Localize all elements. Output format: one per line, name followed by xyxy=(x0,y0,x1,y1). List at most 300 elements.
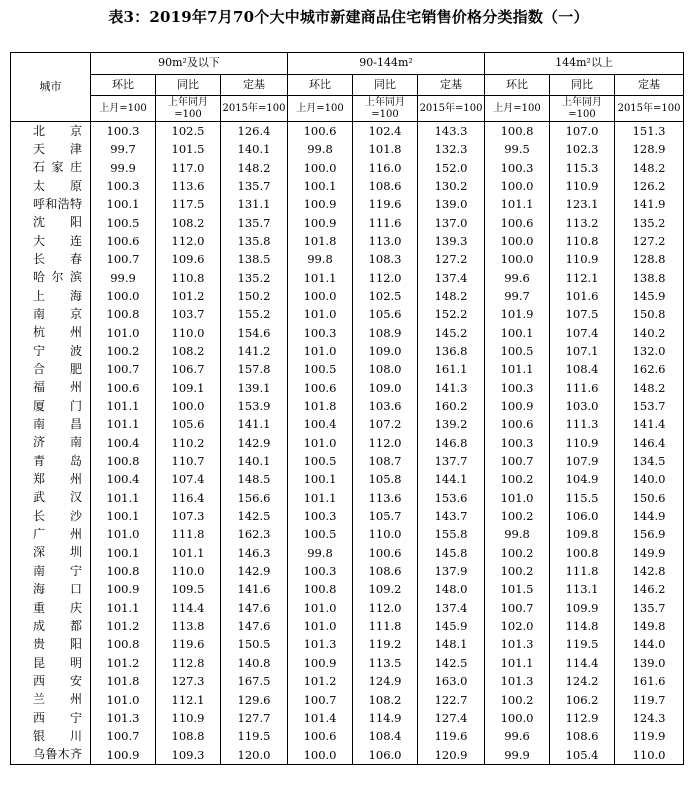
index-value: 100.6 xyxy=(485,214,550,232)
index-value: 139.3 xyxy=(418,232,485,250)
index-value: 150.6 xyxy=(615,489,684,507)
index-value: 137.9 xyxy=(418,562,485,580)
table-row xyxy=(11,709,684,727)
city-name: 宁波 xyxy=(11,342,91,360)
index-value: 103.6 xyxy=(353,397,418,415)
index-value: 100.6 xyxy=(91,379,156,397)
index-value: 142.9 xyxy=(221,562,288,580)
index-value: 99.9 xyxy=(485,746,550,765)
index-value: 146.8 xyxy=(418,434,485,452)
index-value: 100.6 xyxy=(353,544,418,562)
base-label: 上年同月=100 xyxy=(550,96,615,122)
city-name: 郑州 xyxy=(11,471,91,489)
index-value: 105.6 xyxy=(156,416,221,434)
index-value: 146.3 xyxy=(221,544,288,562)
index-value: 139.1 xyxy=(221,379,288,397)
index-value: 101.3 xyxy=(485,636,550,654)
index-value: 144.0 xyxy=(615,636,684,654)
index-value: 148.2 xyxy=(221,159,288,177)
city-name: 大连 xyxy=(11,232,91,250)
index-value: 99.6 xyxy=(485,269,550,287)
index-value: 110.9 xyxy=(550,434,615,452)
index-value: 112.1 xyxy=(156,691,221,709)
yoy-header: 同比 xyxy=(156,75,221,96)
index-value: 101.1 xyxy=(485,654,550,672)
index-value: 100.6 xyxy=(288,379,353,397)
city-name: 西宁 xyxy=(11,709,91,727)
index-value: 156.9 xyxy=(615,526,684,544)
index-value: 100.8 xyxy=(288,581,353,599)
index-value: 111.3 xyxy=(550,416,615,434)
index-value: 161.6 xyxy=(615,672,684,690)
index-value: 119.9 xyxy=(615,727,684,745)
table-row xyxy=(11,489,684,507)
index-value: 105.8 xyxy=(353,471,418,489)
index-value: 147.6 xyxy=(221,599,288,617)
index-value: 150.8 xyxy=(615,305,684,323)
index-value: 109.9 xyxy=(550,599,615,617)
city-name: 武汉 xyxy=(11,489,91,507)
index-value: 140.1 xyxy=(221,140,288,158)
index-value: 99.6 xyxy=(485,727,550,745)
index-value: 100.3 xyxy=(91,177,156,195)
index-value: 157.8 xyxy=(221,360,288,378)
index-value: 152.0 xyxy=(418,159,485,177)
index-value: 110.0 xyxy=(156,562,221,580)
index-value: 120.0 xyxy=(221,746,288,765)
index-value: 119.7 xyxy=(615,691,684,709)
index-value: 108.3 xyxy=(353,250,418,268)
index-value: 101.3 xyxy=(288,636,353,654)
index-value: 108.4 xyxy=(550,360,615,378)
index-value: 149.8 xyxy=(615,617,684,635)
index-value: 100.1 xyxy=(485,324,550,342)
index-value: 136.8 xyxy=(418,342,485,360)
index-value: 154.6 xyxy=(221,324,288,342)
index-value: 119.5 xyxy=(221,727,288,745)
city-name: 海口 xyxy=(11,581,91,599)
city-name: 昆明 xyxy=(11,654,91,672)
index-value: 113.6 xyxy=(353,489,418,507)
index-value: 100.0 xyxy=(288,159,353,177)
index-value: 100.7 xyxy=(288,691,353,709)
index-value: 108.0 xyxy=(353,360,418,378)
index-value: 113.5 xyxy=(353,654,418,672)
index-value: 108.9 xyxy=(353,324,418,342)
city-name: 南宁 xyxy=(11,562,91,580)
index-value: 113.0 xyxy=(353,232,418,250)
index-value: 101.0 xyxy=(288,305,353,323)
index-value: 161.1 xyxy=(418,360,485,378)
index-value: 124.3 xyxy=(615,709,684,727)
table-row xyxy=(11,305,684,323)
table-row xyxy=(11,360,684,378)
city-name: 贵阳 xyxy=(11,636,91,654)
index-value: 100.2 xyxy=(485,562,550,580)
index-value: 107.1 xyxy=(550,342,615,360)
table-title: 表3：2019年7月70个大中城市新建商品住宅销售价格分类指数（一） xyxy=(108,8,589,26)
index-value: 101.3 xyxy=(91,709,156,727)
index-value: 134.5 xyxy=(615,452,684,470)
index-value: 101.2 xyxy=(91,617,156,635)
city-name: 石家庄 xyxy=(11,159,91,177)
table-row xyxy=(11,177,684,195)
index-value: 111.8 xyxy=(156,526,221,544)
index-value: 109.2 xyxy=(353,581,418,599)
index-value: 101.1 xyxy=(91,397,156,415)
index-value: 126.2 xyxy=(615,177,684,195)
city-name: 上海 xyxy=(11,287,91,305)
mom-header: 环比 xyxy=(91,75,156,96)
index-value: 140.0 xyxy=(615,471,684,489)
group-header: 144m²以上 xyxy=(485,53,684,75)
index-value: 162.3 xyxy=(221,526,288,544)
index-value: 100.5 xyxy=(485,342,550,360)
index-value: 100.4 xyxy=(288,416,353,434)
index-value: 145.2 xyxy=(418,324,485,342)
index-value: 102.0 xyxy=(485,617,550,635)
base-label: 上月=100 xyxy=(485,96,550,122)
index-value: 107.5 xyxy=(550,305,615,323)
index-value: 151.3 xyxy=(615,122,684,141)
index-value: 99.9 xyxy=(91,159,156,177)
city-name: 南昌 xyxy=(11,416,91,434)
index-value: 140.2 xyxy=(615,324,684,342)
index-value: 100.1 xyxy=(91,544,156,562)
index-value: 167.5 xyxy=(221,672,288,690)
index-value: 112.0 xyxy=(353,269,418,287)
index-value: 114.4 xyxy=(156,599,221,617)
index-value: 115.3 xyxy=(550,159,615,177)
index-value: 107.9 xyxy=(550,452,615,470)
index-value: 108.4 xyxy=(353,727,418,745)
index-value: 153.6 xyxy=(418,489,485,507)
group-header: 90-144m² xyxy=(288,53,485,75)
index-value: 144.1 xyxy=(418,471,485,489)
city-name: 南京 xyxy=(11,305,91,323)
index-value: 109.3 xyxy=(156,746,221,765)
index-value: 101.0 xyxy=(288,599,353,617)
table-row xyxy=(11,746,684,765)
index-value: 101.1 xyxy=(288,489,353,507)
index-value: 124.2 xyxy=(550,672,615,690)
index-value: 100.8 xyxy=(550,544,615,562)
city-name: 合肥 xyxy=(11,360,91,378)
index-value: 148.2 xyxy=(615,159,684,177)
index-value: 141.9 xyxy=(615,195,684,213)
city-name: 重庆 xyxy=(11,599,91,617)
index-value: 100.9 xyxy=(288,214,353,232)
index-value: 100.3 xyxy=(288,562,353,580)
index-value: 101.2 xyxy=(288,672,353,690)
index-value: 100.9 xyxy=(91,581,156,599)
table-row xyxy=(11,379,684,397)
price-index-table xyxy=(10,52,684,765)
base-label: 上年同月=100 xyxy=(156,96,221,122)
index-value: 100.0 xyxy=(485,232,550,250)
index-value: 101.8 xyxy=(353,140,418,158)
table-row xyxy=(11,599,684,617)
group-header: 90m²及以下 xyxy=(91,53,288,75)
index-value: 101.1 xyxy=(156,544,221,562)
base-header: 定基 xyxy=(615,75,684,96)
index-value: 101.9 xyxy=(485,305,550,323)
index-value: 100.8 xyxy=(91,636,156,654)
index-value: 101.0 xyxy=(288,434,353,452)
index-value: 108.8 xyxy=(156,727,221,745)
index-value: 156.6 xyxy=(221,489,288,507)
index-value: 104.9 xyxy=(550,471,615,489)
index-value: 145.9 xyxy=(418,617,485,635)
index-value: 141.1 xyxy=(221,416,288,434)
index-value: 100.3 xyxy=(485,434,550,452)
index-value: 101.0 xyxy=(91,526,156,544)
index-value: 111.8 xyxy=(550,562,615,580)
index-value: 101.0 xyxy=(288,342,353,360)
index-value: 116.0 xyxy=(353,159,418,177)
table-row xyxy=(11,672,684,690)
index-value: 110.9 xyxy=(156,709,221,727)
index-value: 100.0 xyxy=(485,709,550,727)
table-row xyxy=(11,250,684,268)
index-value: 101.8 xyxy=(288,397,353,415)
index-value: 100.8 xyxy=(91,452,156,470)
index-value: 101.5 xyxy=(156,140,221,158)
index-value: 110.7 xyxy=(156,452,221,470)
index-value: 124.9 xyxy=(353,672,418,690)
index-value: 99.8 xyxy=(485,526,550,544)
table-row xyxy=(11,159,684,177)
index-value: 144.9 xyxy=(615,507,684,525)
index-value: 101.1 xyxy=(485,360,550,378)
city-name: 广州 xyxy=(11,526,91,544)
index-value: 137.4 xyxy=(418,599,485,617)
index-value: 142.5 xyxy=(221,507,288,525)
index-value: 135.7 xyxy=(615,599,684,617)
index-value: 100.0 xyxy=(485,250,550,268)
index-value: 109.8 xyxy=(550,526,615,544)
base-label: 上月=100 xyxy=(288,96,353,122)
index-value: 113.1 xyxy=(550,581,615,599)
index-value: 143.3 xyxy=(418,122,485,141)
index-value: 101.0 xyxy=(91,324,156,342)
index-value: 142.8 xyxy=(615,562,684,580)
index-value: 110.2 xyxy=(156,434,221,452)
index-value: 101.1 xyxy=(91,489,156,507)
city-name: 兰州 xyxy=(11,691,91,709)
city-name: 哈尔滨 xyxy=(11,269,91,287)
index-value: 100.7 xyxy=(485,452,550,470)
base-label: 2015年=100 xyxy=(418,96,485,122)
index-value: 113.8 xyxy=(156,617,221,635)
city-name: 厦门 xyxy=(11,397,91,415)
index-value: 127.4 xyxy=(418,709,485,727)
table-row xyxy=(11,544,684,562)
city-name: 深圳 xyxy=(11,544,91,562)
index-value: 141.3 xyxy=(418,379,485,397)
index-value: 101.5 xyxy=(485,581,550,599)
yoy-header: 同比 xyxy=(550,75,615,96)
index-value: 101.6 xyxy=(550,287,615,305)
index-value: 139.0 xyxy=(615,654,684,672)
base-label: 2015年=100 xyxy=(221,96,288,122)
index-value: 99.8 xyxy=(288,140,353,158)
index-value: 132.0 xyxy=(615,342,684,360)
index-value: 110.9 xyxy=(550,250,615,268)
index-value: 99.9 xyxy=(91,269,156,287)
index-value: 108.6 xyxy=(353,562,418,580)
index-value: 110.8 xyxy=(550,232,615,250)
table-body xyxy=(11,122,684,765)
index-value: 101.2 xyxy=(156,287,221,305)
index-value: 137.0 xyxy=(418,214,485,232)
index-value: 135.2 xyxy=(615,214,684,232)
index-value: 101.1 xyxy=(288,269,353,287)
index-value: 123.1 xyxy=(550,195,615,213)
city-name: 呼和浩特 xyxy=(11,195,91,213)
index-value: 109.6 xyxy=(156,250,221,268)
index-value: 108.7 xyxy=(353,452,418,470)
index-value: 153.7 xyxy=(615,397,684,415)
index-value: 130.2 xyxy=(418,177,485,195)
index-value: 100.8 xyxy=(91,305,156,323)
index-value: 101.3 xyxy=(485,672,550,690)
index-value: 100.9 xyxy=(91,746,156,765)
index-value: 101.4 xyxy=(288,709,353,727)
index-value: 111.6 xyxy=(550,379,615,397)
index-value: 128.8 xyxy=(615,250,684,268)
table-row xyxy=(11,397,684,415)
index-value: 100.1 xyxy=(288,471,353,489)
index-value: 99.7 xyxy=(91,140,156,158)
index-value: 162.6 xyxy=(615,360,684,378)
index-value: 101.1 xyxy=(485,195,550,213)
city-name: 福州 xyxy=(11,379,91,397)
index-value: 110.0 xyxy=(353,526,418,544)
index-value: 106.0 xyxy=(550,507,615,525)
index-value: 100.0 xyxy=(288,746,353,765)
index-value: 108.6 xyxy=(550,727,615,745)
index-value: 127.3 xyxy=(156,672,221,690)
index-value: 155.2 xyxy=(221,305,288,323)
index-value: 112.0 xyxy=(353,599,418,617)
index-value: 152.2 xyxy=(418,305,485,323)
index-value: 107.4 xyxy=(550,324,615,342)
city-name: 西安 xyxy=(11,672,91,690)
index-value: 112.9 xyxy=(550,709,615,727)
index-value: 100.2 xyxy=(91,342,156,360)
index-value: 108.2 xyxy=(156,214,221,232)
index-value: 141.4 xyxy=(615,416,684,434)
index-value: 109.0 xyxy=(353,342,418,360)
index-value: 141.2 xyxy=(221,342,288,360)
index-value: 101.1 xyxy=(91,416,156,434)
index-value: 135.7 xyxy=(221,177,288,195)
index-value: 148.1 xyxy=(418,636,485,654)
index-value: 112.1 xyxy=(550,269,615,287)
index-value: 122.7 xyxy=(418,691,485,709)
index-value: 119.5 xyxy=(550,636,615,654)
base-label: 上年同月=100 xyxy=(353,96,418,122)
index-value: 100.1 xyxy=(91,507,156,525)
index-value: 137.4 xyxy=(418,269,485,287)
index-value: 116.4 xyxy=(156,489,221,507)
index-value: 106.7 xyxy=(156,360,221,378)
index-value: 126.4 xyxy=(221,122,288,141)
index-value: 119.6 xyxy=(418,727,485,745)
index-value: 127.2 xyxy=(418,250,485,268)
index-value: 108.6 xyxy=(353,177,418,195)
index-value: 100.3 xyxy=(288,507,353,525)
index-value: 101.0 xyxy=(91,691,156,709)
index-value: 100.0 xyxy=(91,287,156,305)
index-value: 114.9 xyxy=(353,709,418,727)
index-value: 100.6 xyxy=(91,232,156,250)
index-value: 105.6 xyxy=(353,305,418,323)
index-value: 119.2 xyxy=(353,636,418,654)
index-value: 127.2 xyxy=(615,232,684,250)
index-value: 117.0 xyxy=(156,159,221,177)
index-value: 100.4 xyxy=(91,471,156,489)
index-value: 146.4 xyxy=(615,434,684,452)
index-value: 131.1 xyxy=(221,195,288,213)
index-value: 113.6 xyxy=(156,177,221,195)
index-value: 112.0 xyxy=(353,434,418,452)
index-value: 100.6 xyxy=(485,416,550,434)
index-value: 107.3 xyxy=(156,507,221,525)
index-value: 148.2 xyxy=(418,287,485,305)
table-row xyxy=(11,434,684,452)
index-value: 100.2 xyxy=(485,691,550,709)
index-value: 100.3 xyxy=(485,379,550,397)
index-value: 111.6 xyxy=(353,214,418,232)
index-value: 101.8 xyxy=(288,232,353,250)
base-label: 上月=100 xyxy=(91,96,156,122)
index-value: 110.9 xyxy=(550,177,615,195)
city-name: 乌鲁木齐 xyxy=(11,746,91,765)
index-value: 147.6 xyxy=(221,617,288,635)
index-value: 103.7 xyxy=(156,305,221,323)
index-value: 110.0 xyxy=(615,746,684,765)
index-value: 139.0 xyxy=(418,195,485,213)
index-value: 109.0 xyxy=(353,379,418,397)
index-value: 127.7 xyxy=(221,709,288,727)
table-row xyxy=(11,232,684,250)
city-name: 太原 xyxy=(11,177,91,195)
table-row xyxy=(11,727,684,745)
index-value: 142.9 xyxy=(221,434,288,452)
index-value: 163.0 xyxy=(418,672,485,690)
index-value: 100.0 xyxy=(485,177,550,195)
index-value: 100.2 xyxy=(485,507,550,525)
index-value: 100.2 xyxy=(485,544,550,562)
index-value: 109.1 xyxy=(156,379,221,397)
index-value: 102.5 xyxy=(353,287,418,305)
table-row xyxy=(11,507,684,525)
index-value: 140.1 xyxy=(221,452,288,470)
city-name: 银川 xyxy=(11,727,91,745)
index-value: 100.3 xyxy=(288,324,353,342)
index-value: 100.5 xyxy=(91,214,156,232)
index-value: 120.9 xyxy=(418,746,485,765)
index-value: 111.8 xyxy=(353,617,418,635)
table-row xyxy=(11,617,684,635)
index-value: 145.9 xyxy=(615,287,684,305)
index-value: 107.0 xyxy=(550,122,615,141)
index-value: 103.0 xyxy=(550,397,615,415)
index-value: 101.1 xyxy=(91,599,156,617)
index-value: 100.3 xyxy=(91,122,156,141)
